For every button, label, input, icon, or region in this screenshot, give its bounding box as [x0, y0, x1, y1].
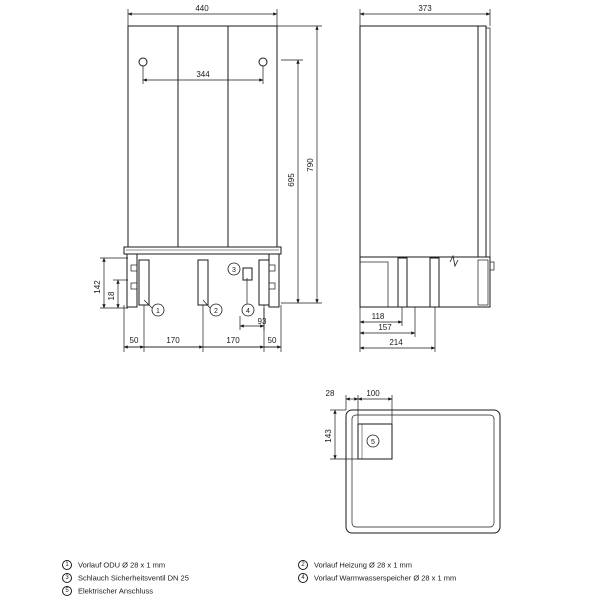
safety-valve-hose-3 [243, 268, 252, 280]
dim-side-214: 214 [389, 338, 403, 347]
marker-1-label: 1 [156, 308, 160, 315]
front-base-shelf [124, 247, 281, 254]
marker-5-label: 5 [371, 439, 375, 446]
legend-text-1: Vorlauf ODU Ø 28 x 1 mm [78, 560, 166, 570]
top-outer-outline [346, 410, 500, 533]
legend-text-4: Vorlauf Warmwasserspeicher Ø 28 x 1 mm [314, 573, 457, 583]
top-dimension-lines [330, 395, 392, 459]
dim-bottom-50-left: 50 [129, 336, 139, 345]
legend-text-2: Vorlauf Heizung Ø 28 x 1 mm [314, 560, 412, 570]
side-pipe-rear [430, 258, 439, 307]
legend-num-3: 3 [62, 573, 72, 583]
mounting-bolt-left [139, 58, 147, 66]
top-inner-outline [352, 415, 494, 527]
marker-3-label: 3 [232, 267, 236, 274]
dim-conn-93: 93 [257, 317, 267, 326]
marker-labels [156, 267, 375, 446]
marker-2-label: 2 [214, 308, 218, 315]
dim-top-143: 143 [324, 429, 333, 443]
side-door-panel [486, 28, 490, 257]
side-dimension-lines [360, 9, 490, 352]
front-view [124, 26, 281, 307]
side-base [360, 257, 490, 307]
dim-bolt-spacing: 344 [196, 70, 210, 79]
dimension-labels [93, 4, 432, 443]
front-frame-left [127, 254, 137, 307]
side-cabinet-body [360, 26, 486, 257]
dim-conn-18: 18 [107, 291, 116, 301]
pipe-connection-4 [259, 260, 269, 305]
pipe-connection-2 [198, 260, 208, 305]
dim-total-height: 790 [306, 158, 315, 172]
dim-bottom-50-right: 50 [267, 336, 277, 345]
legend-text-5: Elektrischer Anschluss [78, 586, 154, 596]
mounting-bolt-right [259, 58, 267, 66]
front-cabinet-body [128, 26, 277, 247]
legend-text-3: Schlauch Sicherheitsventil DN 25 [78, 573, 189, 583]
dim-body-height: 695 [287, 173, 296, 187]
legend-num-4: 4 [298, 573, 308, 583]
legend-num-2: 2 [298, 560, 308, 570]
marker-4-label: 4 [246, 308, 250, 315]
dim-side-depth: 373 [418, 4, 432, 13]
dim-conn-142: 142 [93, 280, 102, 294]
side-pipe-front [398, 258, 407, 307]
dim-front-width: 440 [195, 4, 209, 13]
dim-side-118: 118 [371, 312, 385, 321]
dim-bottom-170-right: 170 [226, 336, 240, 345]
front-frame-right [269, 254, 279, 307]
dim-top-28: 28 [325, 389, 335, 398]
dim-side-157: 157 [378, 323, 392, 332]
legend-num-1: 1 [62, 560, 72, 570]
side-view [360, 26, 494, 307]
dim-bottom-170-left: 170 [166, 336, 180, 345]
top-view [346, 410, 500, 533]
pipe-connection-1 [139, 260, 149, 305]
legend-num-5: 5 [62, 586, 72, 596]
dim-top-100: 100 [366, 389, 380, 398]
